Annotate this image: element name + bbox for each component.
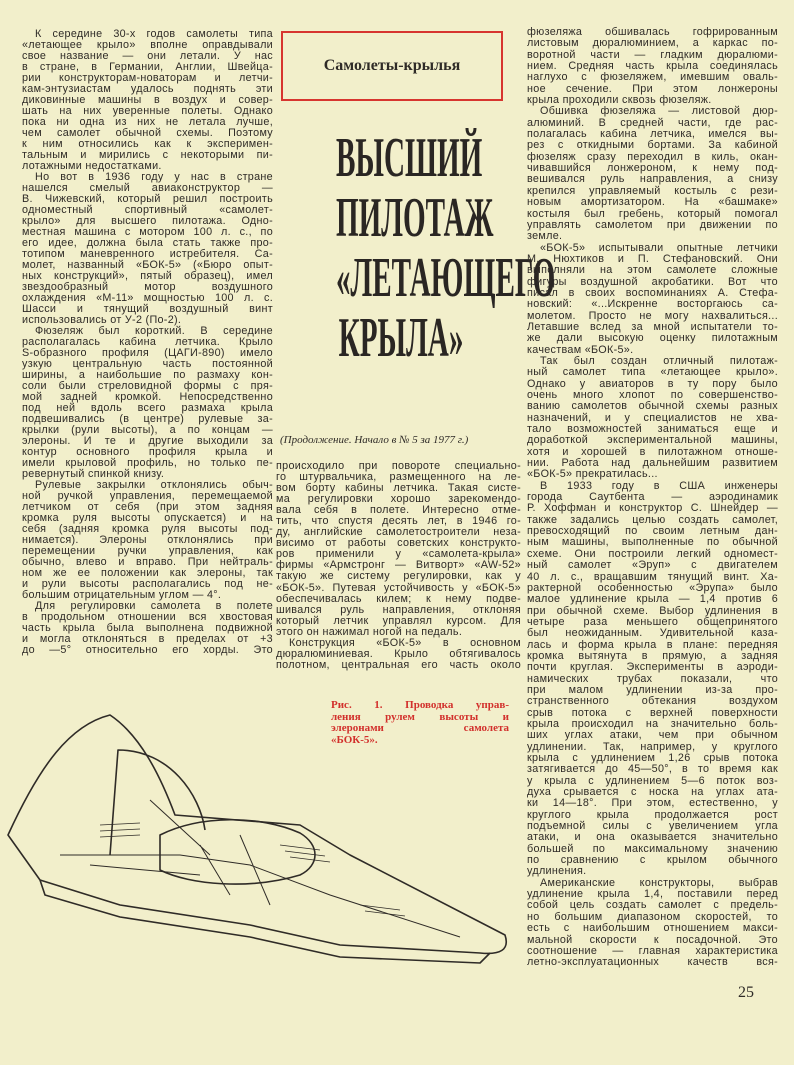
text-line: соли были стреловидной формы с пря- [22,380,273,392]
article-subtitle: (Продолжение. Начало в № 5 за 1977 г.) [280,434,469,446]
text-line: нашелся смелый авиаконструктор — [22,182,273,194]
text-line: доработкой экспериментальной машины, [527,434,778,447]
article-column-right [527,27,778,969]
text-line: Для регулировки самолета в полете [35,600,273,612]
text-line: к ним относились как к эксперимен- [22,138,273,150]
text-line: местная машина с мотором 100 л. с., по [22,226,273,238]
caption-line: «БОК-5». [331,733,378,746]
text-line: большей по максимальному значению [527,842,778,855]
text-line: мой задней кромкой. Непосредственно [22,391,273,403]
text-line: по сравнению с крылом обычного [527,854,778,867]
wing-hatching [100,823,405,916]
text-line: писал в своих воспоминаниях А. Стефа- [527,286,778,299]
text-line: Так был создан отличный пилотаж- [540,354,778,367]
text-line: четыре раза меньшего общепринятого [527,615,778,628]
text-line: также задались целью создать самолет, [527,513,778,526]
text-line: обеспечивалась килем; к нему подве- [276,592,521,605]
text-line: назначений, и у специалистов не хва- [527,411,778,424]
text-line: намических трубах показали, что [527,672,778,685]
text-line: нимается). Элероны отклонялись при [22,534,273,546]
text-line: качествам «БОК-5». [527,343,634,356]
text-line: при обычной схеме. Выбор удлинения в [527,604,778,617]
text-line: кам-энтузиастам удалось поднять эти [22,83,273,95]
text-line: крыла происходил на значительно боль- [527,717,778,730]
text-line: круглого крыла продолжается рост [527,808,778,821]
text-line: Конструкция «БОК-5» в основном [289,636,521,649]
text-line: города Саутбента — аэродинамик [527,491,778,504]
text-line: молетом. Просто не могу нахвалиться... [527,309,778,322]
text-line: В. Чижевский, который решил построить [22,193,273,205]
text-line: лотажными недостатками. [22,160,162,172]
text-line: Американские конструкторы, выбрав [540,876,778,889]
text-line: охлаждения «М-11» мощностью 100 л. с. [22,292,273,304]
text-line: собой цель создать самолет с предель- [527,899,778,912]
text-line: ров применили у «самолета-крыла» [276,548,521,561]
text-line: полагалась кабина летчика, имелся вы- [527,128,778,141]
text-line: тить, что спустя десять лет, в 1946 го- [276,515,521,528]
text-line: ное сечение. При этом лонжероны [527,82,778,95]
aircraft-control-diagram [0,705,520,975]
title-line: ПИЛОТАЖ [336,187,494,249]
title-line: ВЫСШИЙ [336,127,483,189]
text-line: духа срывается с носка на углах ата- [527,786,778,799]
text-line: себя (задняя кромка руля высоты под- [22,523,273,535]
text-line: узкую центральную часть постоянной [22,358,273,370]
text-line: 40 л. с., вращавшим тянущий винт. Ха- [527,570,778,583]
text-line: листовым дюралюминием, а каркас по- [527,37,778,50]
text-line: Обшивка фюзеляжа — листовой дюр- [540,105,778,118]
text-line: выполняли на этом самолете сложные [527,264,778,277]
text-line: тотипом маневренного истребителя. Са- [22,248,273,260]
text-line: ный самолет «Эруп» с двигателем [527,559,778,572]
text-line: Однако у авиаторов в ту пору было [527,377,778,390]
caption-line: ления рулем высоты и [331,710,509,723]
text-line: при малом удлинении из-за про- [527,683,778,696]
text-line: нии. Работа над дальнейшим развитием [527,457,778,470]
text-line: Летавшие вслед за мной испытатели то- [527,320,778,333]
text-line: мальной скорости к посадочной. Это [527,933,778,946]
text-line: который летчик управлял курсом. Для [276,614,521,627]
text-line: висимо от работы советских конструкто- [276,537,521,550]
text-line: летно-эксплуатационных качеств вся- [527,956,778,969]
text-line: ма регулировки хорошо зарекомендо- [276,493,521,506]
text-line: подъемной силы с увеличением угла [527,820,778,833]
text-line: ных конструкций», пятый образец), имел [22,270,273,282]
text-line: в продольном отношении вся хвостовая [22,611,273,623]
text-line: «летающее крыло» вполне оправдывали [22,39,273,51]
text-line: «БОК-5» испытывали опытные летчики [540,241,778,254]
text-line: Рулевые закрылки отклонялись обыч- [35,479,273,491]
text-line: до —5° относительно его хорды. Это [22,644,273,656]
text-line: использовались от У-2 (По-2). [22,314,182,326]
text-line: тальным и мирились с некоторыми пи- [22,149,273,161]
text-line: ном же ее положении как элероны, так [22,567,273,579]
text-line: имели крыловой профиль, но только пе- [22,457,273,469]
text-line: летчиком от себя (при этом задняя [22,501,273,513]
text-line: ванию самолетов обычной схемы разных [527,400,778,413]
text-line: малое удлинение крыла — 1,4 против 6 [527,593,778,606]
text-line: крыло» для высшего пилотажа. Одно- [22,215,273,227]
text-line: рез с откидными бортами. За кабиной [527,139,778,152]
text-line: под ней вдоль всего размаха крыла [22,402,273,414]
text-line: Р. Хоффман и конструктор С. Шнейдер — [527,502,778,515]
text-line: полотном, центральная его часть около [276,658,521,671]
text-line: фюзеляжа обшивалась гофрированным [527,26,778,38]
text-line: ших углах атаки, чем при обычном [527,729,778,742]
text-line: Но вот в 1936 году у нас в стране [35,171,273,183]
title-line: «ЛЕТАЮЩЕГО [336,247,556,309]
text-line: у крыла с удлинением 5—6 поток воз- [527,774,778,787]
text-line: го штурвальчика, размещенного на ле- [276,471,521,484]
text-line: большим отрицательным углом — 4°. [22,589,222,601]
text-line: новский: «...Искренне восторгаюсь са- [527,298,778,311]
caption-line: элеронами самолета [331,722,509,734]
text-line: почти круглая. Эксперименты в аэроди- [527,661,778,674]
article-column-left [22,29,273,656]
text-line: ки 14—18°. При этом, естественно, у [527,797,778,810]
text-line: дюралюминиевая. Крыло обтягивалось [276,647,521,660]
text-line: крыла с удлинением 1,26 срыв потока [527,752,778,764]
text-line: М. Нюхтиков и П. Стефановский. Они [527,252,778,265]
text-line: чивавшийся лонжероном, к нему под- [527,162,778,175]
text-line: есть с наибольшим отношением макси- [527,922,778,935]
text-line: этого он нажимал ногой на педаль. [276,625,463,638]
text-line: срыв потока с верхней поверхности [527,706,778,719]
text-line: шивался руль направления, отклоняя [276,603,521,616]
text-line: воротной части — гладким дюралюми- [527,48,778,61]
text-line: удлинении. Так, например, у круглого [527,740,778,753]
text-line: В 1933 году в США инженеры [540,479,778,492]
text-line: «БОК-5» прекратилась... [527,468,658,481]
text-line: «БОК-5». Путевая устойчивость у «БОК-5» [276,581,521,594]
section-rubric: Самолеты-крылья [323,57,461,74]
text-line: свое название — они летали. У нас [22,50,273,62]
text-line: ной ручкой управления, перемещаемой [22,490,273,502]
text-line: звездообразный мотор воздушного [22,281,273,293]
text-line: соотношение — главная характеристика [527,944,778,957]
text-line: молет, названный «БОК-5» («Бюро опыт- [22,259,273,271]
text-line: наглухо с фюзеляжем, имевшим оваль- [527,71,778,84]
text-line: К середине 30-х годов самолеты типа [35,28,273,40]
text-line: рактерной особенностью «Эрупа» было [527,581,778,594]
text-line: земле. [527,230,563,243]
wing-outline [8,715,506,953]
text-line: S-образного профиля (ЦАГИ-890) имело [22,347,273,359]
text-line: фигуры воздушной акробатики. Вот что [527,275,778,288]
text-line: ным машины, выполненные по обычной [527,536,778,549]
text-line: контур основного профиля крыла и [22,446,273,458]
text-line: вала себя в полете. Интересно отме- [276,504,521,517]
text-line: располагалась кабина летчика. Крыло [22,336,273,348]
text-line: элероны. И те и другие выходили за [22,435,273,447]
text-line: Шасси и тянущий воздушный винт [22,303,273,315]
text-line: крылки (рули высоты), а по концам — [22,424,273,436]
text-line: но большим диапазоном скоростей, то [527,910,778,923]
text-line: ширины, а наибольшие по размаху кон- [22,369,273,381]
fin-outline [110,750,205,855]
text-line: подвешивались (в центре) рулевые за- [22,413,273,425]
text-line: его идее, должна была стать также про- [22,237,273,249]
text-line: ду, английские самолетостроители неза- [276,526,521,539]
text-line: странственного обтекания воздухом [527,695,778,708]
text-line: происходило при повороте специально- [276,460,521,472]
text-line: удлинение крыла 1,4, поставили перед [527,888,778,901]
text-line: кромка руля высоты опускается) и на [22,512,273,524]
text-line: фюзеляж сразу переходил в киль, окан- [527,150,778,163]
text-line: затягивается до 45—50°, в то время как [527,763,778,776]
text-line: Фюзеляж был короткий. В середине [35,325,273,337]
text-line: нием. Средняя часть крыла соединялась [527,60,778,73]
page-number: 25 [738,984,754,1001]
text-line: такую же систему регулировки, как у [276,570,521,583]
text-line: одноместный спортивный «самолет- [22,204,273,216]
caption-line: Рис. 1. Проводка управ- [331,699,509,711]
text-line: крепился управляемый костыль с рези- [527,184,778,197]
text-line: вешивался руль направления, а снизу [527,173,778,186]
text-line: рии конструкторам-новаторам и летчи- [22,72,273,84]
text-line: очень много хлопот по совершенство- [527,389,778,401]
text-line: тало возможностей заниматься еще и [527,423,778,436]
text-line: костыля был гребень, который помогал [527,207,778,220]
text-line: удлинения. [527,865,587,878]
text-line: крыла проходили сквозь фюзеляж. [527,94,712,107]
text-line: часть крыла была выполнена подвижной [22,622,273,634]
text-line: и могла отклоняться в пределах от +3 [22,633,273,645]
text-line: пока ни одна из них не летала лучше, [22,116,273,128]
text-line: шать на них уверенные полеты. Однако [22,105,273,117]
text-line: же дали высокую оценку пилотажным [527,332,778,345]
text-line: новым амортизатором. На «башмаке» [527,196,778,209]
text-line: фирмы «Армстронг — Витворт» «AW-52» [276,559,521,572]
text-line: схеме. Они построили легкий одномест- [527,547,778,560]
text-line: ный самолет типа «летающее крыло». [527,366,778,379]
text-line: и рули высоты располагались под не- [22,578,273,590]
section-rubric-box [281,31,503,101]
text-line: лась и форма крыла в плане: передняя [527,638,778,651]
text-line: превосходящий по своим летным дан- [527,525,778,538]
text-line: ревернутый спинкой книзу. [22,468,165,480]
text-line: в стране, в Германии, Англии, Швейца- [22,61,273,73]
text-line: кромка вытянута в прямую, а задняя [527,649,778,662]
title-line: КРЫЛА» [338,307,464,369]
text-line: диковинные машины в воздух и совер- [22,94,273,106]
text-line: хотя и хорошей в пилотажном отноше- [527,445,778,458]
text-line: вом борту кабины летчика. Такая систе- [276,482,521,495]
text-line: алюминий. В средней части, где рас- [527,116,778,129]
text-line: управлять самолетом при движении по [527,218,778,231]
text-line: был неожиданным. Удивительной каза- [527,627,778,640]
text-line: обычно, влево и вправо. При нейтраль- [22,556,273,568]
text-line: атаки, и она оказывается значительно [527,831,778,844]
text-line: чем самолет обычной схемы. Поэтому [22,127,273,139]
article-column-middle [276,461,521,671]
text-line: перемещении ручки управления, как [22,545,273,557]
